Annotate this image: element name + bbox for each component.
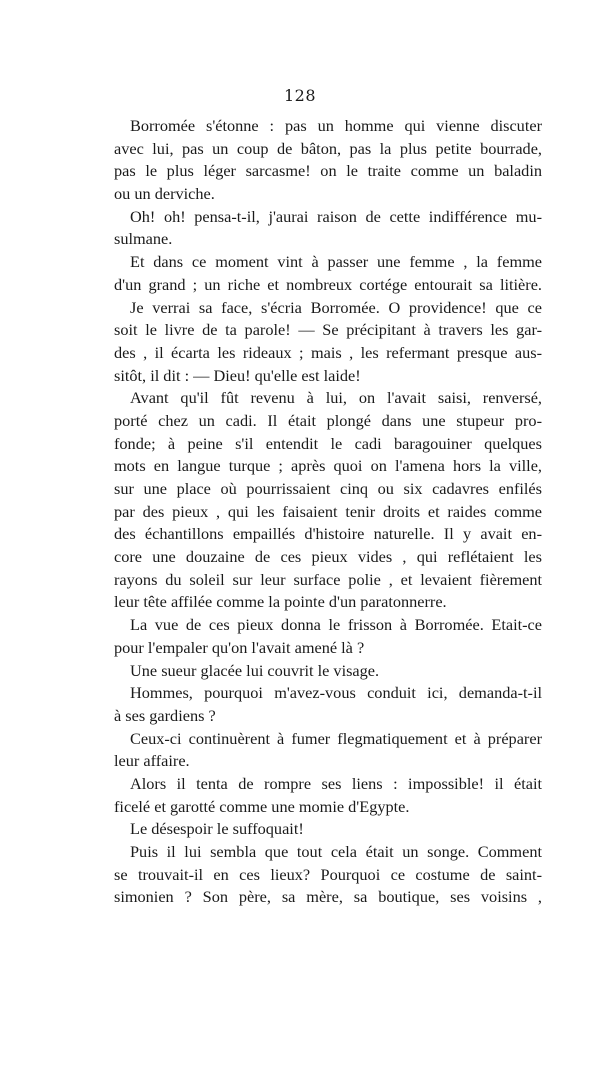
paragraph (114, 251, 542, 296)
paragraph (114, 387, 542, 614)
text-line: core une douzaine de ces pieux vides , qui reflétaient les (114, 547, 542, 567)
text-line: Ceux-ci continuèrent à fumer flegmatiquement et à préparer (130, 728, 542, 748)
text-line: mots en langue turque ; après quoi on l'amena hors la ville, (114, 456, 542, 476)
paragraph (114, 660, 542, 683)
text-line: fonde; à peine s'il entendit le cadi baragouiner quelques (114, 433, 542, 453)
paragraph (114, 115, 542, 206)
paragraph (114, 728, 542, 773)
page-number: 128 (283, 86, 317, 105)
text-line: soit le livre de ta parole! — Se précipitant à travers les gar- (114, 320, 542, 340)
text-line: ou un derviche. (114, 184, 215, 204)
text-line: Avant qu'il fût revenu à lui, on l'avait saisi, renversé, (130, 388, 542, 408)
text-line: sulmane. (114, 229, 173, 249)
body-text (114, 115, 542, 909)
text-line: pour l'empaler qu'on l'avait amené là ? (114, 637, 365, 657)
text-line: pas le plus léger sarcasme! on le traite comme un baladin (114, 161, 542, 181)
text-line: à ses gardiens ? (114, 705, 216, 725)
text-line: simonien ? Son père, sa mère, sa boutique, ses voisins , (114, 887, 542, 907)
text-line: se trouvait-il en ces lieux? Pourquoi ce costume de saint- (114, 864, 542, 884)
text-line: Oh! oh! pensa-t-il, j'aurai raison de cette indifférence mu- (130, 206, 542, 226)
paragraph (114, 614, 542, 659)
text-line: par des pieux , qui les faisaient tenir droits et raides comme (114, 501, 542, 521)
text-line: Une sueur glacée lui couvrit le visage. (130, 660, 380, 680)
text-line: ficelé et garotté comme une momie d'Egypte. (114, 796, 410, 816)
text-line: leur affaire. (114, 751, 190, 771)
text-line: La vue de ces pieux donna le frisson à Borromée. Etait-ce (130, 615, 542, 635)
text-line: avec lui, pas un coup de bâton, pas la plus petite bourrade, (114, 138, 542, 158)
paragraph (114, 206, 542, 251)
text-line: des échantillons empaillés d'histoire naturelle. Il y avait en- (114, 524, 542, 544)
text-line: Et dans ce moment vint à passer une femme , la femme (130, 252, 542, 272)
paragraph (114, 818, 542, 841)
text-line: Je verrai sa face, s'écria Borromée. O providence! que ce (130, 297, 542, 317)
paragraph (114, 841, 542, 909)
text-line: Puis il lui sembla que tout cela était un songe. Comment (130, 842, 542, 861)
text-line: leur tête affilée comme la pointe d'un paratonnerre. (114, 592, 447, 612)
text-line: Hommes, pourquoi m'avez-vous conduit ici, demanda-t-il (130, 683, 542, 703)
text-line: Borromée s'étonne : pas un homme qui vienne discuter (130, 116, 542, 135)
text-line: rayons du soleil sur leur surface polie , et levaient fièrement (114, 569, 542, 589)
paragraph (114, 297, 542, 388)
text-line: des , il écarta les rideaux ; mais , les refermant presque aus- (114, 342, 542, 362)
paragraph (114, 682, 542, 727)
paragraph (114, 773, 542, 818)
text-line: Le désespoir le suffoquait! (130, 819, 304, 839)
text-line: d'un grand ; un riche et nombreux cortége entourait sa litière. (114, 274, 542, 294)
text-line: sur une place où pourrissaient cinq ou six cadavres enfilés (114, 479, 542, 498)
text-line: sitôt, il dit : — Dieu! qu'elle est laide! (114, 365, 361, 385)
text-line: porté chez un cadi. Il était plongé dans une stupeur pro- (114, 410, 542, 430)
text-line: Alors il tenta de rompre ses liens : impossible! il était (130, 773, 542, 793)
